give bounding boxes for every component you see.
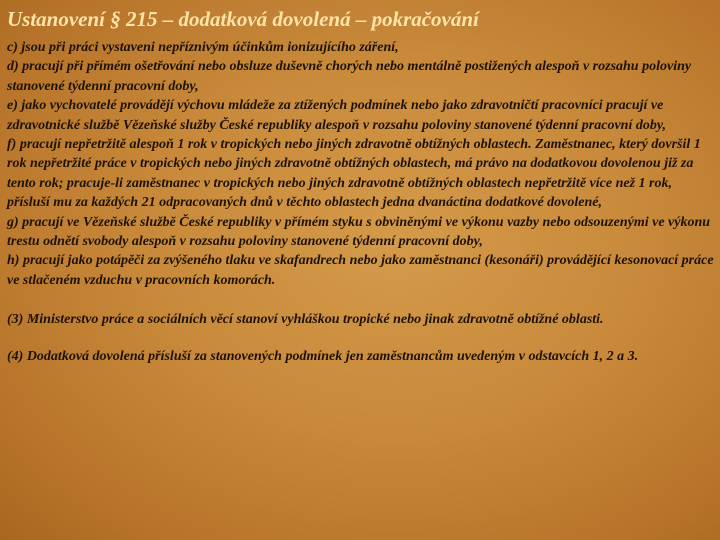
paragraph-3: (3) Ministerstvo práce a sociálních věcí stanoví vyhláškou tropické nebo jinak zdravotně obtížné oblasti. <box>7 312 604 328</box>
slide-title: Ustanovení § 215 – dodatková dovolená – pokračování <box>7 7 479 31</box>
spacer <box>7 330 715 347</box>
paragraph-c: c) jsou při práci vystaveni nepříznivým účinkům ionizujícího záření, <box>7 40 399 55</box>
paragraph-f: f) pracují nepřetržitě alespoň 1 rok v tropických nebo jiných zdravotně obtížných oblastech. Zaměstnanec, který dovršil 1 rok nepřetržité práce v tropických nebo jiných zdravotně obtížných oblastech, má právo na dodatkovou dovolenou již za tento rok; pracuje-li zaměstnanec v tropických nebo jiných zdravotně obtížných oblastech nepřetržitě více než 1 rok, přísluší mu za každých 21 odpracovaných dnů v těchto oblastech jedna dvanáctina dodatkové dovolené, <box>7 137 701 211</box>
paragraph-e: e) jako vychovatelé provádějí výchovu mládeže za ztížených podmínek nebo jako zdravotničtí pracovníci pracují ve zdravotnické službě Vězeňské služby České republiky alespoň v rozsahu poloviny stanovené týdenní pracovní doby, <box>7 98 667 133</box>
paragraph-d: d) pracují při přímém ošetřování nebo obsluze duševně chorých nebo mentálně postižených alespoň v rozsahu poloviny stanovené týdenní pracovní doby, <box>7 59 692 94</box>
paragraph-g: g) pracují ve Vězeňské službě České republiky v přímém styku s obviněnými ve výkonu vazby nebo odsouzenými ve výkonu trestu odnětí svobody alespoň v rozsahu poloviny stanovené týdenní pracovní doby, <box>7 214 711 250</box>
spacer <box>7 290 715 310</box>
slide-body <box>7 38 715 366</box>
paragraph-4: (4) Dodatková dovolená přísluší za stanovených podmínek jen zaměstnancům uvedeným v odstavcích 1, 2 a 3. <box>7 348 639 364</box>
paragraph-h: h) pracují jako potápěči za zvýšeného tlaku ve skafandrech nebo jako zaměstnanci (kesonáři) provádějící kesonovací práce ve stlačeném vzduchu v pracovních komorách. <box>7 253 714 288</box>
